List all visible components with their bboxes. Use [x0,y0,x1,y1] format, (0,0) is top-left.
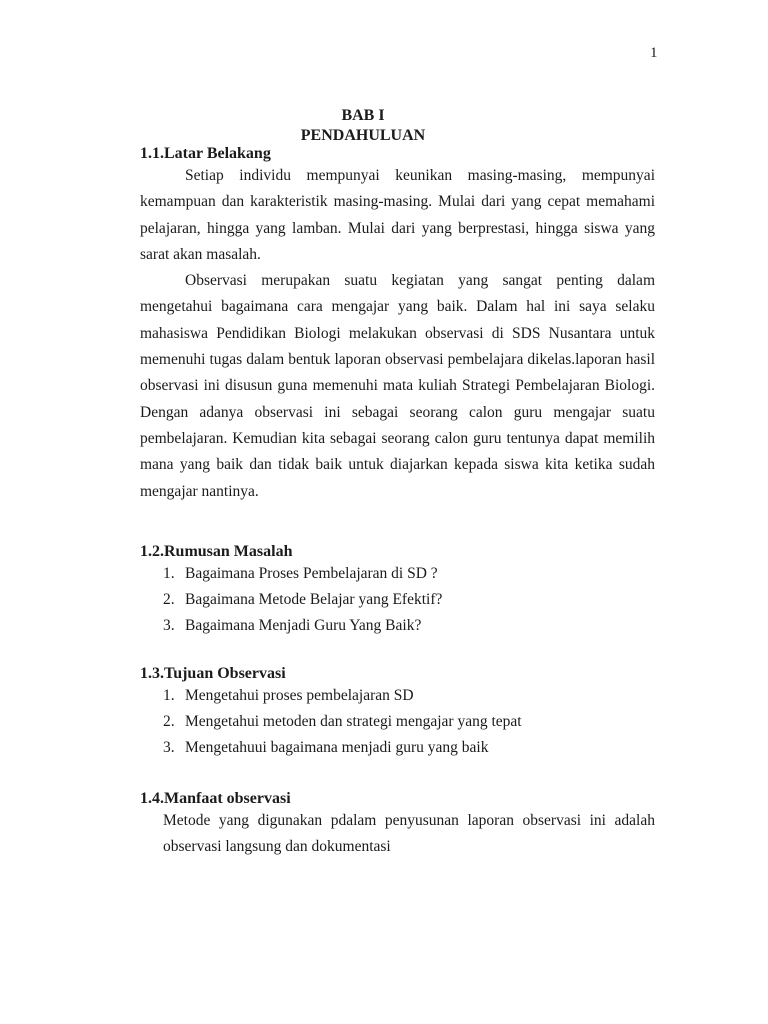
rumusan-masalah-list [140,561,655,639]
section-heading-manfaat-observasi: 1.4.Manfaat observasi [140,790,291,807]
list-item [140,613,655,639]
list-item-number: 2. [163,713,175,730]
section-latar-belakang [140,145,655,505]
list-item [140,683,655,709]
list-item-text: Mengetahuui bagaimana menjadi guru yang baik [185,739,489,756]
list-item [140,735,655,761]
list-item [140,587,655,613]
list-item-number: 2. [163,591,175,608]
list-item-text: Mengetahui proses pembelajaran SD [185,687,414,704]
list-item [140,561,655,587]
doc-title-line2: PENDAHULUAN [300,127,426,144]
list-item-text: Bagaimana Metode Belajar yang Efektif? [185,591,443,608]
list-item-text: Bagaimana Proses Pembelajaran di SD ? [185,565,438,582]
section-tujuan-observasi [140,665,655,761]
list-item-number: 1. [163,565,175,582]
list-item-number: 3. [163,617,175,634]
page-number: 1 [650,45,658,61]
list-item-number: 3. [163,739,175,756]
section-heading-latar-belakang: 1.1.Latar Belakang [140,145,271,162]
section-heading-rumusan-masalah: 1.2.Rumusan Masalah [140,543,293,560]
paragraph-manfaat-observasi: Metode yang digunakan pdalam penyusunan laporan observasi ini adalah observasi langsung dan dokumentasi [163,812,655,856]
section-rumusan-masalah [140,543,655,639]
list-item-number: 1. [163,687,175,704]
paragraph-latar-belakang-2: Observasi merupakan suatu kegiatan yang sangat penting dalam mengetahui bagaimana cara mengajar yang baik. Dalam hal ini saya selaku mahasiswa Pendidikan Biologi melakukan observasi di SDS Nusantara untuk memenuhi tugas dalam bentuk laporan observasi pembelajara dikelas.laporan hasil observasi ini disusun guna memenuhi mata kuliah Strategi Pembelajaran Biologi. Dengan adanya observasi ini sebagai seorang calon guru mengajar suatu pembelajaran. Kemudian kita sebagai seorang calon guru tentunya dapat memilih mana yang baik dan tidak baik untuk diajarkan kepada siswa kita ketika sudah mengajar nantinya. [140,272,655,500]
section-manfaat-observasi [140,790,655,861]
list-item-text: Bagaimana Menjadi Guru Yang Baik? [185,617,422,634]
tujuan-observasi-list [140,683,655,761]
list-item [140,709,655,735]
doc-title [140,106,586,146]
section-heading-tujuan-observasi: 1.3.Tujuan Observasi [140,665,286,682]
list-item-text: Mengetahui metoden dan strategi mengajar yang tepat [185,713,522,730]
paragraph-latar-belakang-1: Setiap individu mempunyai keunikan masing-masing, mempunyai kemampuan dan karakteristik masing-masing. Mulai dari yang cepat memahami pelajaran, hingga yang lamban. Mulai dari yang berprestasi, hingga siswa yang sarat akan masalah. [140,167,655,263]
doc-title-line1: BAB I [341,107,385,124]
